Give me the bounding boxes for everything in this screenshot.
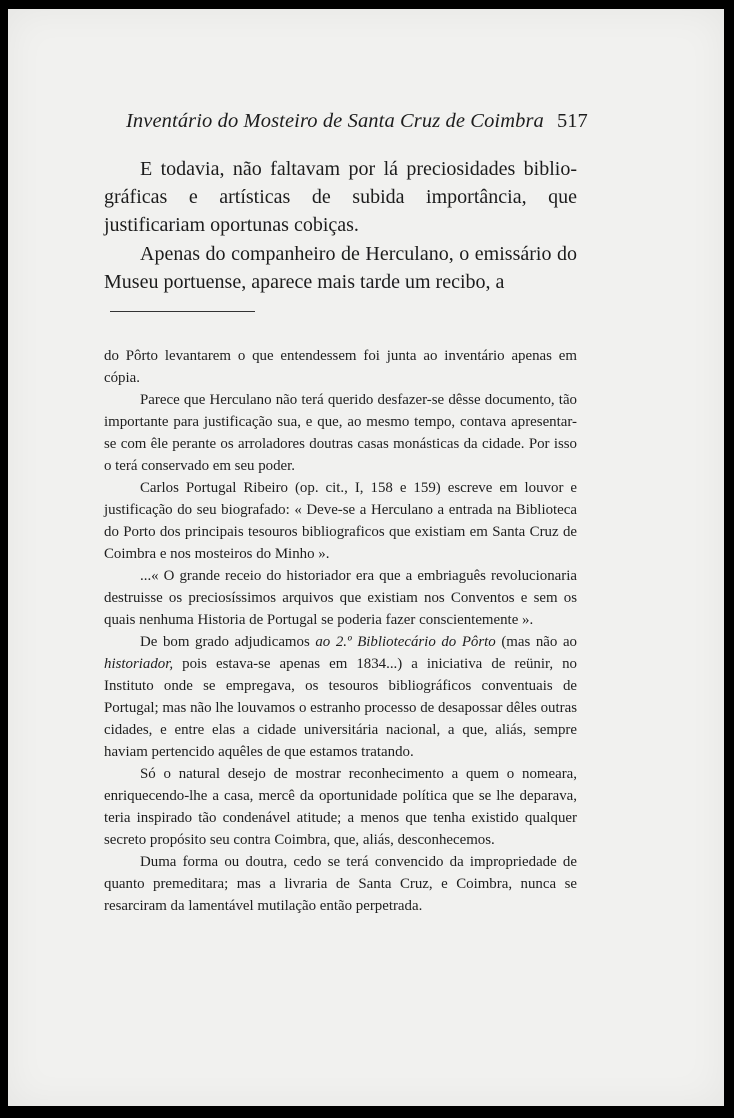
note-5-italic-historian: historiador, bbox=[104, 656, 174, 672]
note-paragraph-2: Parece que Herculano não terá querido desfazer-se dêsse documento, tão importante para justificação sua, e que, ao mesmo tempo, contava apresentar-se com êle perante os arroladores doutras casas monásticas da cidade. Por isso o terá conservado em seu poder. bbox=[104, 392, 577, 474]
note-paragraph-6: Só o natural desejo de mostrar reconhecimento a quem o nomeara, enriquecendo-lhe a casa, mercê da oportunidade política que se lhe deparava, teria inspirado tão condenável atitude; a menos que tenha existido qualquer secreto propósito seu contra Coimbra, que, aliás, desconhecemos. bbox=[104, 766, 577, 848]
page-number: 517 bbox=[557, 110, 588, 132]
running-title: Inventário do Mosteiro de Santa Cruz de Coimbra bbox=[126, 110, 544, 132]
running-header bbox=[126, 110, 588, 133]
note-5-italic-librarian: ao 2.º Bibliotecário do Pôrto bbox=[315, 634, 496, 650]
footnote-separator bbox=[110, 311, 255, 312]
note-paragraph-5 bbox=[104, 631, 577, 763]
main-text bbox=[104, 155, 577, 296]
note-5-text-c: (mas não ao bbox=[495, 634, 578, 650]
footnotes bbox=[104, 345, 577, 917]
note-paragraph-3: Carlos Portugal Ribeiro (op. cit., I, 158 e 159) escreve em louvor e justificação do seu biografado: « Deve-se a Herculano a entrada na Biblioteca do Porto dos principais tesouros bibliograficos que existiam em Santa Cruz de Coimbra e nos mosteiros do Minho ». bbox=[104, 480, 577, 562]
page bbox=[8, 9, 724, 1106]
note-paragraph-4: ...« O grande receio do historiador era que a embriaguês revolucionaria destruisse os preciosíssimos arquivos que existiam nos Conventos e sem os quais nenhuma Historia de Portugal se poderia fazer conscientemente ». bbox=[104, 568, 577, 628]
body-paragraph-1: E todavia, não faltavam por lá preciosidades bibliográficas e artísticas de subida importância, que justificariam oportunas cobiças. bbox=[104, 158, 577, 237]
body-paragraph-2: Apenas do companheiro de Herculano, o emissário do Museu portuense, aparece mais tarde um recibo, a bbox=[104, 242, 577, 293]
note-5-text-e: pois estava-se apenas em 1834...) a iniciativa de reünir, no Instituto onde se empregava, os tesouros bibliográficos conventuais de Portugal; mas não lhe louvamos o estranho processo de desapossar dêles outras cidades, e entre elas a cidade universitária nacional, a que, aliás, sempre haviam pertencido aquêles de que estamos tratando. bbox=[104, 656, 577, 760]
note-5-text-a: De bom grado adjudicamos bbox=[140, 634, 316, 650]
note-paragraph-7: Duma forma ou doutra, cedo se terá convencido da impropriedade de quanto premeditara; mas a livraria de Santa Cruz, e Coimbra, nunca se resarciram da lamentável mutilação então perpetrada. bbox=[104, 854, 577, 914]
note-paragraph-1: do Pôrto levantarem o que entendessem foi junta ao inventário apenas em cópia. bbox=[104, 348, 577, 386]
